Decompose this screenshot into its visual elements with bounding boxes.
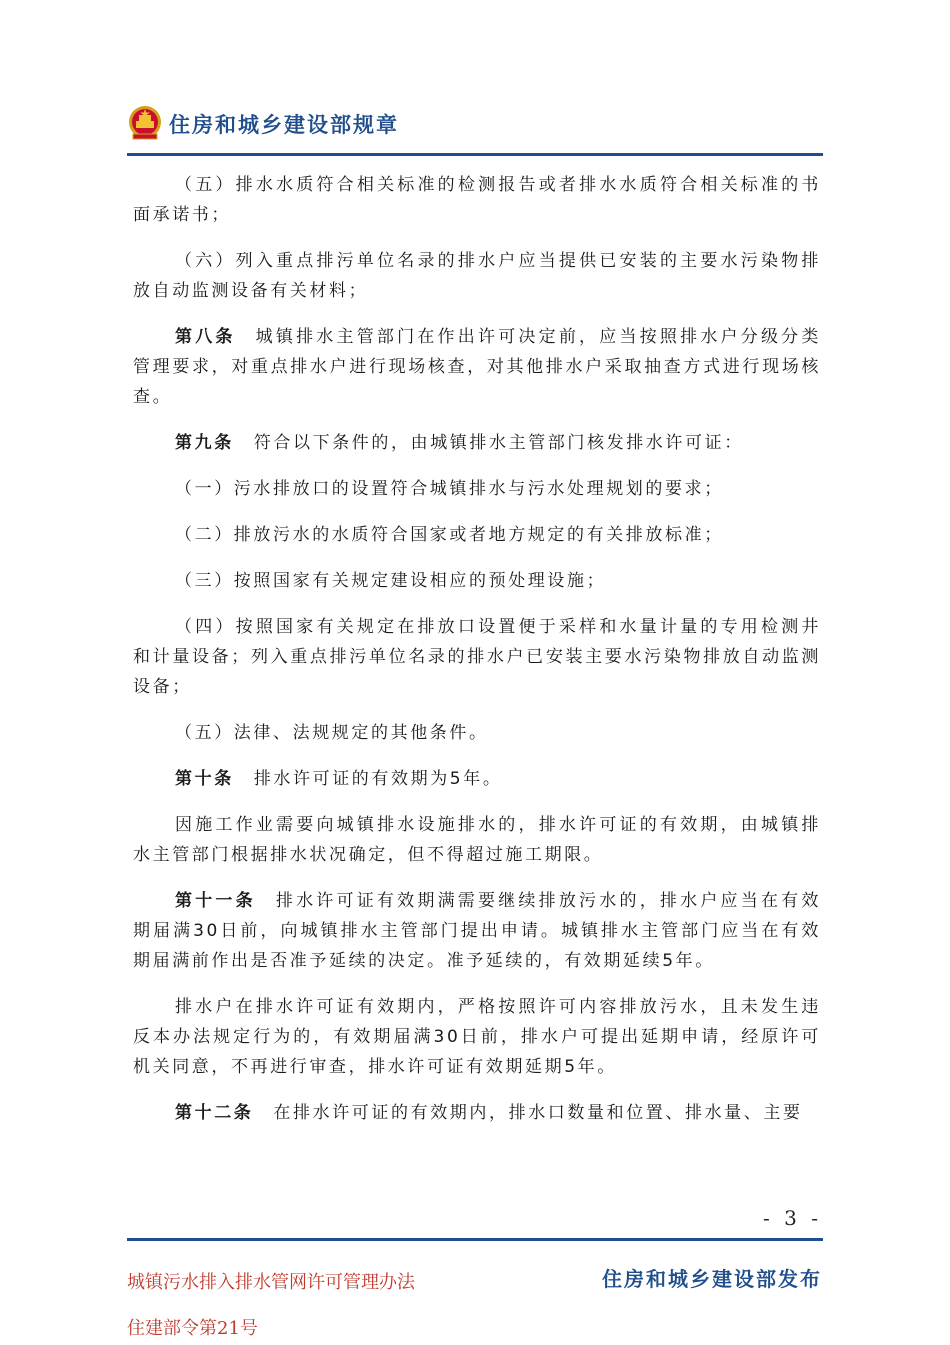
paragraph-text: （一）污水排放口的设置符合城镇排水与污水处理规划的要求； bbox=[175, 479, 724, 499]
footer-doc-title: 城镇污水排入排水管网许可管理办法 bbox=[127, 1272, 415, 1293]
clause-paragraph bbox=[133, 810, 821, 870]
paragraph-text: 排水许可证的有效期为5年。 bbox=[253, 769, 503, 789]
page-header bbox=[127, 100, 823, 158]
clause-paragraph bbox=[133, 246, 821, 306]
paragraph-text: （三）按照国家有关规定建设相应的预处理设施； bbox=[175, 571, 607, 591]
article-paragraph bbox=[133, 322, 821, 412]
footer-publisher: 住房和城乡建设部发布 bbox=[602, 1267, 822, 1291]
paragraph-text: 排水户在排水许可证有效期内，严格按照许可内容排放污水，且未发生违反本办法规定行为的，有效期届满30日前，排水户可提出延期申请，经原许可机关同意，不再进行审查，排水许可证有效期延期5年。 bbox=[133, 997, 821, 1077]
paragraph-text: 在排水许可证的有效期内，排水口数量和位置、排水量、主要 bbox=[273, 1103, 803, 1123]
article-number: 第十条 bbox=[175, 769, 234, 789]
article-paragraph bbox=[133, 1098, 821, 1128]
clause-paragraph bbox=[133, 520, 821, 550]
clause-paragraph bbox=[133, 718, 821, 748]
clause-paragraph bbox=[133, 992, 821, 1082]
clause-paragraph bbox=[133, 170, 821, 230]
paragraph-text: 符合以下条件的，由城镇排水主管部门核发排水许可证： bbox=[253, 433, 744, 453]
page-number: - 3 - bbox=[763, 1206, 822, 1230]
document-body bbox=[133, 170, 821, 1144]
clause-paragraph bbox=[133, 612, 821, 702]
article-paragraph bbox=[133, 886, 821, 976]
header-divider bbox=[127, 153, 823, 156]
clause-paragraph bbox=[133, 566, 821, 596]
paragraph-text: 排水许可证有效期满需要继续排放污水的，排水户应当在有效期届满30日前，向城镇排水主管部门提出申请。城镇排水主管部门应当在有效期届满前作出是否准予延续的决定。准予延续的，有效期延续5年。 bbox=[133, 891, 821, 971]
paragraph-text: （六）列入重点排污单位名录的排水户应当提供已安装的主要水污染物排放自动监测设备有关材料； bbox=[133, 251, 821, 301]
article-paragraph bbox=[133, 428, 821, 458]
header-title: 住房和城乡建设部规章 bbox=[169, 113, 399, 137]
footer-doc-number: 住建部令第21号 bbox=[127, 1318, 258, 1339]
paragraph-text: 城镇排水主管部门在作出许可决定前，应当按照排水户分级分类管理要求，对重点排水户进行现场核查，对其他排水户采取抽查方式进行现场核查。 bbox=[133, 327, 821, 407]
paragraph-text: （五）法律、法规规定的其他条件。 bbox=[175, 723, 489, 743]
article-number: 第十二条 bbox=[175, 1103, 254, 1123]
clause-paragraph bbox=[133, 474, 821, 504]
article-number: 第八条 bbox=[175, 327, 236, 347]
paragraph-text: （四）按照国家有关规定在排放口设置便于采样和水量计量的专用检测井和计量设备；列入重点排污单位名录的排水户已安装主要水污染物排放自动监测设备； bbox=[133, 617, 821, 697]
paragraph-text: （五）排水水质符合相关标准的检测报告或者排水水质符合相关标准的书面承诺书； bbox=[133, 175, 821, 225]
paragraph-text: （二）排放污水的水质符合国家或者地方规定的有关排放标准； bbox=[175, 525, 724, 545]
article-paragraph bbox=[133, 764, 821, 794]
footer-divider bbox=[127, 1238, 823, 1241]
article-number: 第十一条 bbox=[175, 891, 256, 911]
paragraph-text: 因施工作业需要向城镇排水设施排水的，排水许可证的有效期，由城镇排水主管部门根据排水状况确定，但不得超过施工期限。 bbox=[133, 815, 821, 865]
national-emblem-icon bbox=[127, 104, 163, 142]
article-number: 第九条 bbox=[175, 433, 234, 453]
